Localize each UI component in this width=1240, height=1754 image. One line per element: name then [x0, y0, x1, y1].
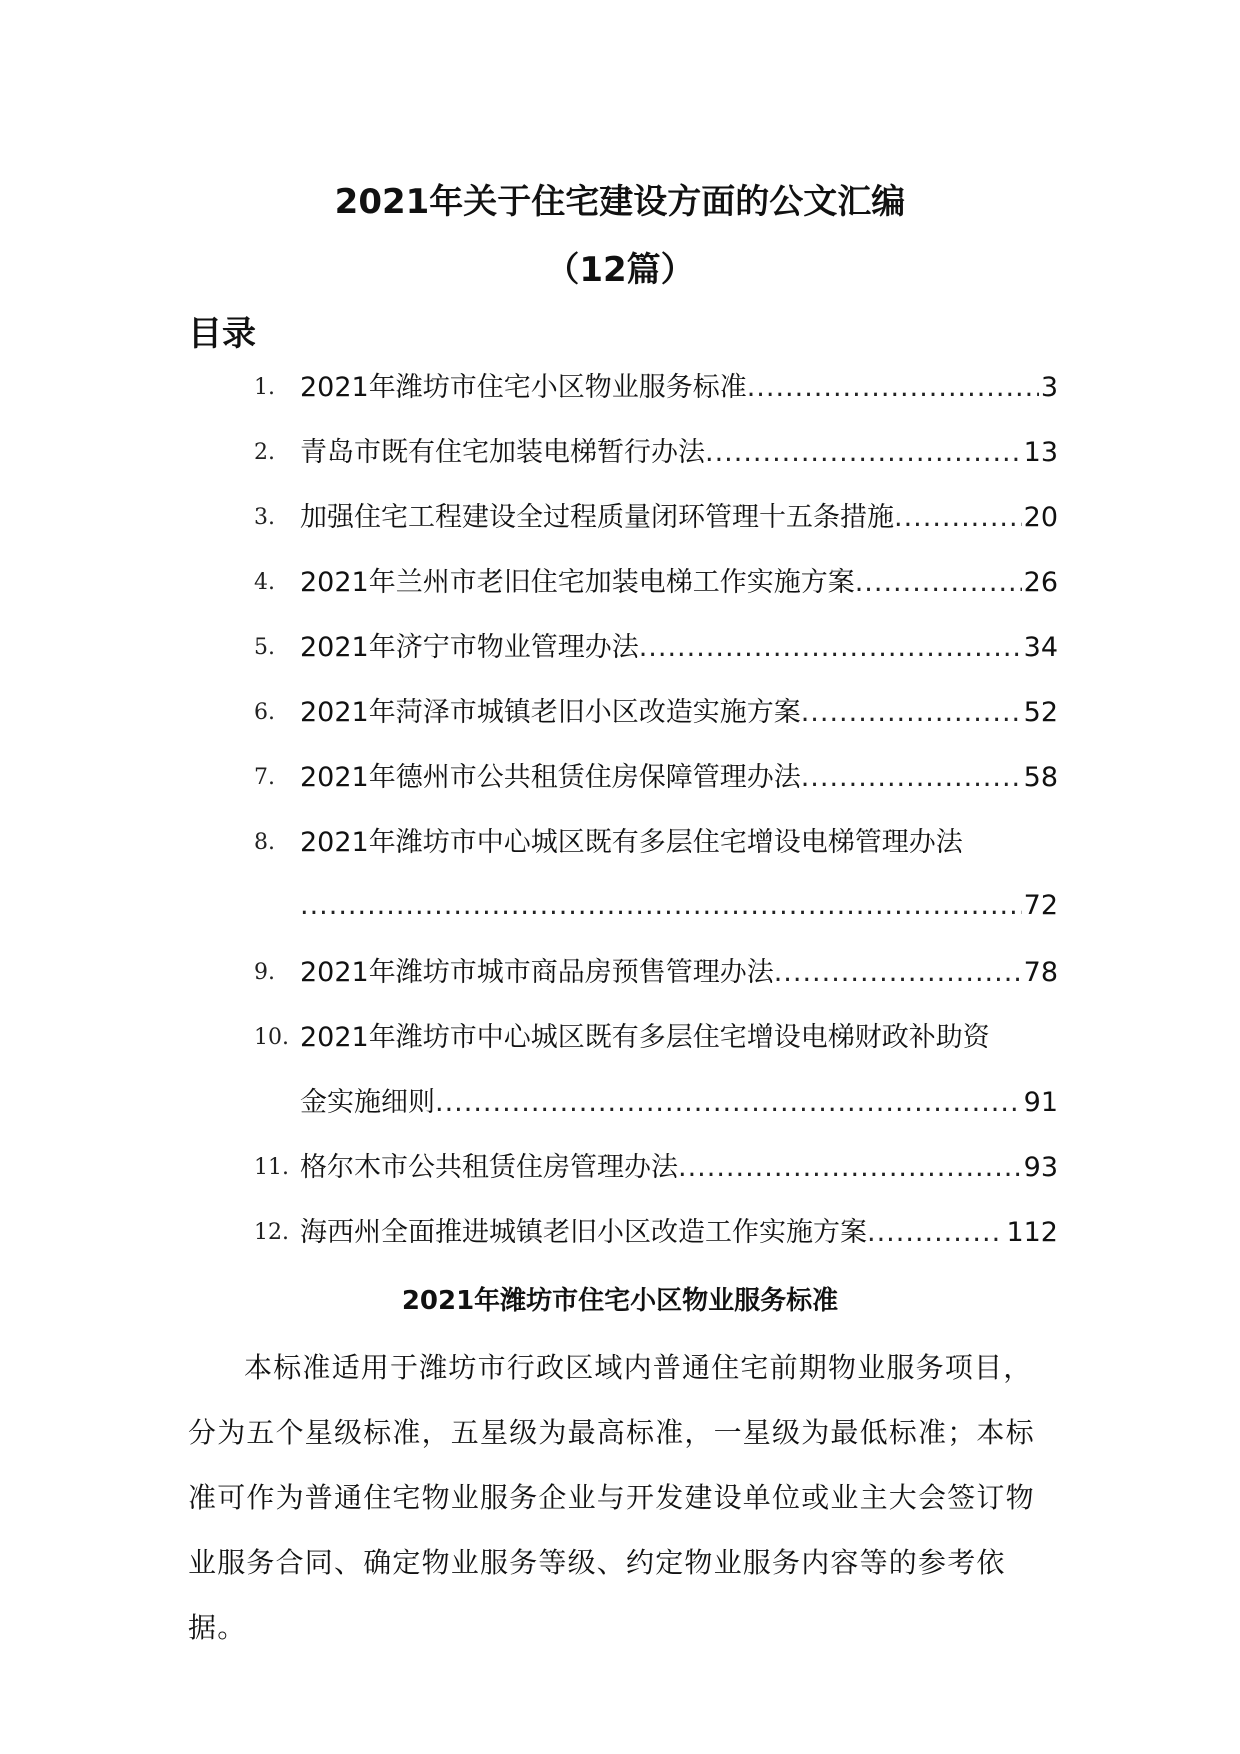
toc-leader-dots — [774, 943, 1022, 1003]
toc-entry-row — [300, 1073, 1058, 1133]
toc-entry-number: 3. — [254, 505, 275, 530]
toc-entry-number: 10. — [254, 1025, 289, 1050]
toc-entry[interactable] — [0, 1138, 1240, 1198]
toc-entry-row — [300, 943, 1058, 1003]
toc-entry-page: 78 — [1023, 957, 1058, 988]
toc-heading: 目录 — [188, 314, 256, 354]
toc-entry-title: 2021年菏泽市城镇老旧小区改造实施方案 — [300, 697, 801, 728]
toc-entry-row — [300, 358, 1058, 418]
toc-entry-number: 9. — [254, 960, 275, 985]
toc-entry-title: 2021年济宁市物业管理办法 — [300, 632, 639, 663]
toc-leader-dots — [801, 748, 1022, 808]
toc-entry[interactable] — [0, 488, 1240, 548]
toc-entry-page: 93 — [1023, 1152, 1058, 1183]
toc-entry-page: 112 — [1006, 1217, 1058, 1248]
toc-entry-title: 青岛市既有住宅加装电梯暂行办法 — [300, 437, 705, 468]
toc-entry[interactable] — [0, 553, 1240, 613]
toc-entry-number: 6. — [254, 700, 275, 725]
toc-entry-number: 8. — [254, 830, 275, 855]
section-title: 2021年潍坊市住宅小区物业服务标准 — [401, 1286, 839, 1316]
toc-leader-dots — [747, 358, 1039, 418]
toc-entry[interactable] — [0, 358, 1240, 418]
toc-entry[interactable] — [0, 813, 1240, 941]
toc-entry-row — [300, 553, 1058, 613]
toc-entry-title: 2021年潍坊市中心城区既有多层住宅增设电梯财政补助资 — [300, 1022, 990, 1053]
toc-leader-dots — [705, 423, 1022, 483]
toc-leader-dots — [801, 683, 1022, 743]
toc-entry-row — [300, 876, 1058, 936]
toc-entry-page: 3 — [1040, 372, 1058, 403]
toc-entry-page: 34 — [1023, 632, 1058, 663]
toc-entry-title: 加强住宅工程建设全过程质量闭环管理十五条措施 — [300, 502, 894, 533]
toc-entry-number: 2. — [254, 440, 275, 465]
toc-entry-page: 20 — [1023, 502, 1058, 533]
toc-entry[interactable] — [0, 618, 1240, 678]
toc-leader-dots — [678, 1138, 1022, 1198]
toc-leader-dots — [300, 876, 1022, 936]
toc-entry-number: 7. — [254, 765, 275, 790]
toc-entry-title-continued: 金实施细则 — [300, 1087, 435, 1118]
toc-entry-row — [300, 423, 1058, 483]
toc-entry-number: 5. — [254, 635, 275, 660]
toc-entry-number: 1. — [254, 375, 275, 400]
toc-entry-title: 2021年潍坊市城市商品房预售管理办法 — [300, 957, 774, 988]
toc-entry[interactable] — [0, 1203, 1240, 1263]
toc-entry-page: 52 — [1023, 697, 1058, 728]
toc-entry-row — [300, 488, 1058, 548]
toc-entry-row — [300, 1203, 1058, 1263]
toc-entry-title: 海西州全面推进城镇老旧小区改造工作实施方案 — [300, 1217, 867, 1248]
toc-entry-number: 4. — [254, 570, 275, 595]
toc-entry[interactable] — [0, 683, 1240, 743]
toc-entry-page: 58 — [1023, 762, 1058, 793]
toc-entry[interactable] — [0, 1008, 1240, 1136]
toc-entry-title: 2021年德州市公共租赁住房保障管理办法 — [300, 762, 801, 793]
toc-leader-dots — [855, 553, 1022, 613]
toc-entry-page: 72 — [1023, 890, 1058, 921]
toc-leader-dots — [867, 1203, 1004, 1263]
toc-leader-dots — [435, 1073, 1022, 1133]
toc-entry[interactable] — [0, 423, 1240, 483]
toc-entry-row — [300, 1138, 1058, 1198]
toc-entry-title: 2021年兰州市老旧住宅加装电梯工作实施方案 — [300, 567, 855, 598]
toc-entry-page: 91 — [1023, 1087, 1058, 1118]
toc-entry-page: 13 — [1023, 437, 1058, 468]
toc-entry-title: 2021年潍坊市住宅小区物业服务标准 — [300, 372, 747, 403]
section-body-paragraph: 本标准适用于潍坊市行政区域内普通住宅前期物业服务项目，分为五个星级标准，五星级为最高标准，一星级为最低标准；本标准可作为普通住宅物业服务企业与开发建设单位或业主大会签订物业服务合同、确定物业服务等级、约定物业服务内容等的参考依据。 — [188, 1351, 1035, 1644]
toc-entry[interactable] — [0, 943, 1240, 1003]
toc-leader-dots — [894, 488, 1022, 548]
toc-entry[interactable] — [0, 748, 1240, 808]
document-title: 2021年关于住宅建设方面的公文汇编 — [334, 182, 906, 222]
toc-entry-row — [300, 748, 1058, 808]
toc-entry-row — [300, 618, 1058, 678]
toc-leader-dots — [639, 618, 1022, 678]
toc-entry-title: 2021年潍坊市中心城区既有多层住宅增设电梯管理办法 — [300, 827, 963, 858]
toc-entry-number: 11. — [254, 1155, 289, 1180]
toc-entry-number: 12. — [254, 1220, 289, 1245]
toc-entry-page: 26 — [1023, 567, 1058, 598]
toc-entry-title: 格尔木市公共租赁住房管理办法 — [300, 1152, 678, 1183]
toc-entry-row — [300, 683, 1058, 743]
document-subtitle: （12篇） — [545, 250, 695, 290]
